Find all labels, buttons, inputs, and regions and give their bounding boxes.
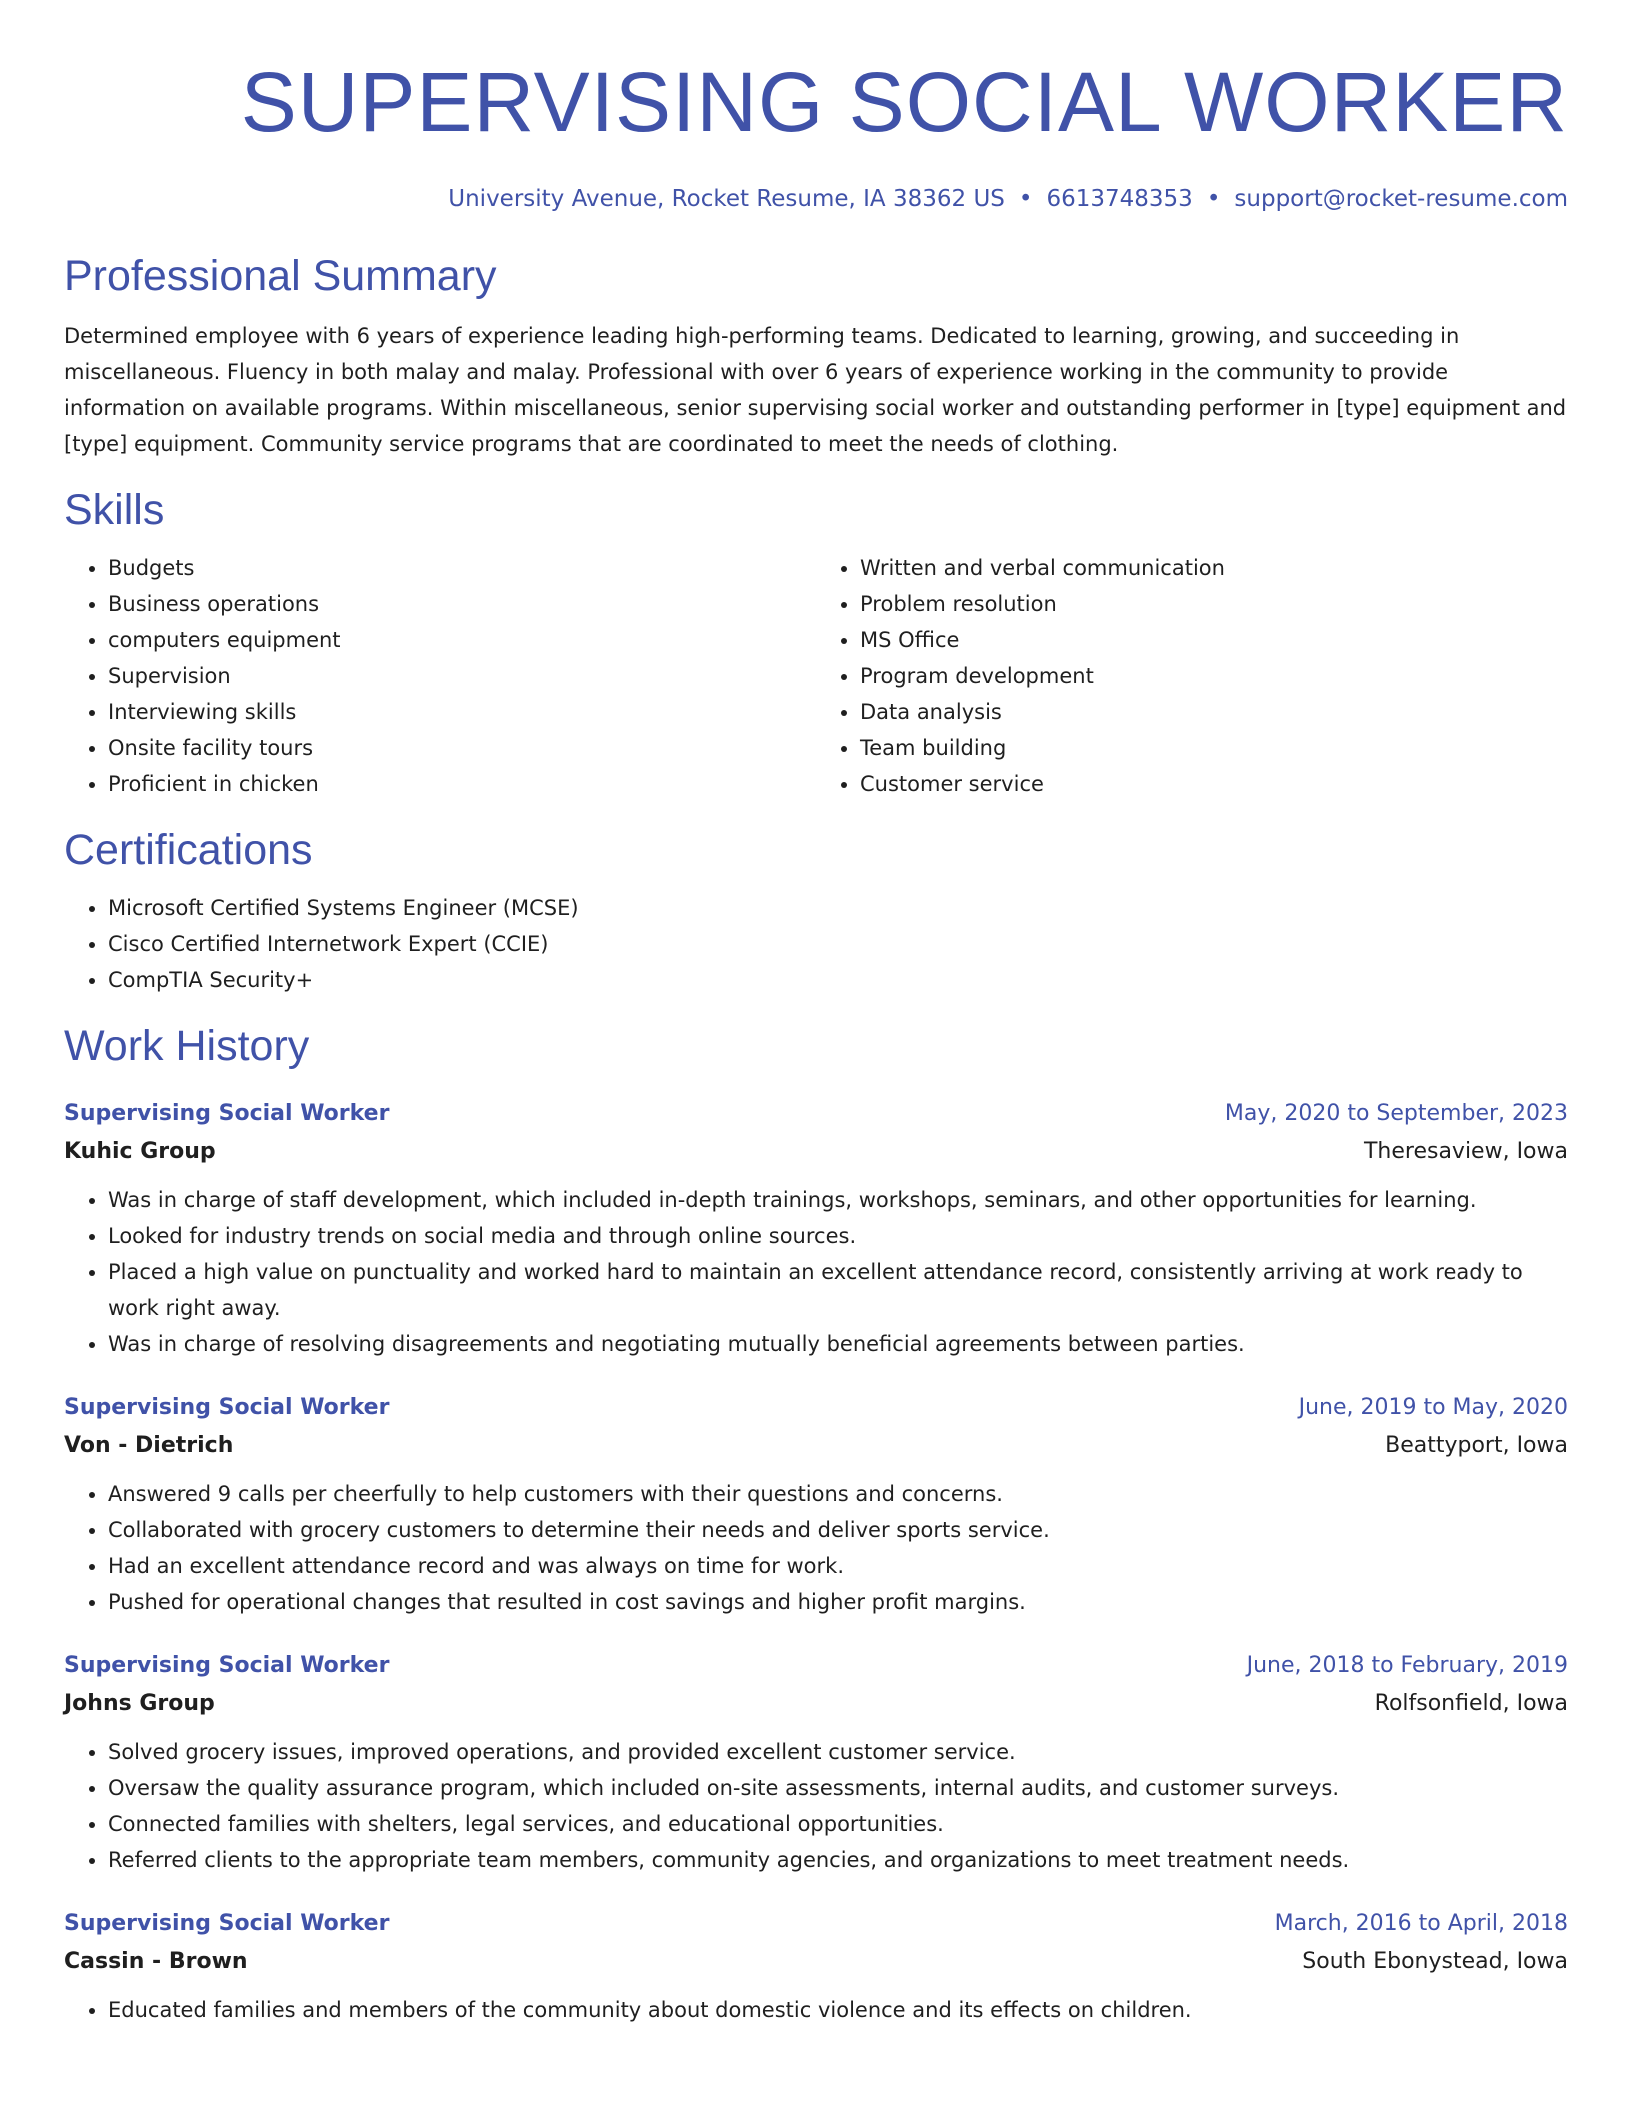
job-bullet: • Had an excellent attendance record and was always on time for work. <box>108 1548 1568 1584</box>
skill-item: • Supervision <box>108 658 816 694</box>
job-bullet: • Collaborated with grocery customers to determine their needs and deliver sports service. <box>108 1512 1568 1548</box>
resume-page <box>64 0 1568 2028</box>
skill-item: • Customer service <box>860 766 1568 802</box>
skills-columns <box>64 550 1568 802</box>
job-location: Beattyport, Iowa <box>1385 1433 1568 1458</box>
skill-item: • Onsite facility tours <box>108 730 816 766</box>
job-bullets <box>64 1476 1568 1620</box>
contact-separator: • <box>1206 186 1221 212</box>
certification-item: • CompTIA Security+ <box>108 962 1568 998</box>
skill-item: • Team building <box>860 730 1568 766</box>
skill-item: • Problem resolution <box>860 586 1568 622</box>
job-dates: June, 2019 to May, 2020 <box>1298 1395 1568 1420</box>
job-company-row <box>64 1684 1568 1724</box>
contact-address: University Avenue, Rocket Resume, IA 38362 US <box>448 186 1005 212</box>
job-company: Johns Group <box>64 1691 215 1716</box>
job-dates: May, 2020 to September, 2023 <box>1224 1101 1568 1126</box>
job-entry <box>64 1390 1568 1620</box>
job-title: Supervising Social Worker <box>64 1395 390 1420</box>
job-bullet: • Was in charge of resolving disagreements and negotiating mutually beneficial agreements between parties. <box>108 1326 1568 1362</box>
contact-email: support@rocket-resume.com <box>1234 186 1568 212</box>
job-header-row <box>64 1096 1568 1132</box>
certifications-list <box>64 890 1568 998</box>
job-bullet: • Solved grocery issues, improved operations, and provided excellent customer service. <box>108 1734 1568 1770</box>
job-dates: March, 2016 to April, 2018 <box>1274 1911 1568 1936</box>
skill-item: • Data analysis <box>860 694 1568 730</box>
job-title: Supervising Social Worker <box>64 1911 390 1936</box>
job-location: Theresaview, Iowa <box>1363 1139 1568 1164</box>
job-company: Cassin - Brown <box>64 1949 248 1974</box>
job-company-row <box>64 1132 1568 1172</box>
skill-item: • Program development <box>860 658 1568 694</box>
work-history-heading: Work History <box>64 1022 310 1070</box>
contact-phone: 6613748353 <box>1046 186 1193 212</box>
skills-heading: Skills <box>64 486 165 534</box>
job-bullet: • Connected families with shelters, legal services, and educational opportunities. <box>108 1806 1568 1842</box>
skill-item: • computers equipment <box>108 622 816 658</box>
job-entry <box>64 1096 1568 1362</box>
job-bullet: • Educated families and members of the community about domestic violence and its effects on children. <box>108 1992 1568 2028</box>
job-header-row <box>64 1648 1568 1684</box>
skills-list-left <box>64 550 816 802</box>
job-title: Supervising Social Worker <box>64 1653 390 1678</box>
job-bullet: • Oversaw the quality assurance program, which included on-site assessments, internal audits, and customer surveys. <box>108 1770 1568 1806</box>
job-dates: June, 2018 to February, 2019 <box>1246 1653 1568 1678</box>
work-history-list <box>64 1096 1568 2028</box>
skill-item: • Proficient in chicken <box>108 766 816 802</box>
skill-item: • Business operations <box>108 586 816 622</box>
certification-item: • Microsoft Certified Systems Engineer (MCSE) <box>108 890 1568 926</box>
summary-heading: Professional Summary <box>64 252 497 300</box>
job-entry <box>64 1648 1568 1878</box>
job-bullet: • Referred clients to the appropriate team members, community agencies, and organizations to meet treatment needs. <box>108 1842 1568 1878</box>
job-company-row <box>64 1942 1568 1982</box>
resume-name: SUPERVISING SOCIAL WORKER <box>240 55 1568 149</box>
job-bullet: • Placed a high value on punctuality and worked hard to maintain an excellent attendance record, consistently arriving at work ready to work right away. <box>108 1254 1568 1326</box>
job-location: Rolfsonfield, Iowa <box>1374 1691 1568 1716</box>
job-company: Von - Dietrich <box>64 1433 234 1458</box>
job-company-row <box>64 1426 1568 1466</box>
job-bullet: • Pushed for operational changes that resulted in cost savings and higher profit margins. <box>108 1584 1568 1620</box>
job-location: South Ebonystead, Iowa <box>1302 1949 1568 1974</box>
job-bullet: • Looked for industry trends on social media and through online sources. <box>108 1218 1568 1254</box>
job-company: Kuhic Group <box>64 1139 216 1164</box>
skills-list-right <box>816 550 1568 802</box>
job-bullet: • Was in charge of staff development, which included in-depth trainings, workshops, seminars, and other opportunities for learning. <box>108 1182 1568 1218</box>
skill-item: • MS Office <box>860 622 1568 658</box>
certification-item: • Cisco Certified Internetwork Expert (CCIE) <box>108 926 1568 962</box>
job-bullets <box>64 1992 1568 2028</box>
skill-item: • Interviewing skills <box>108 694 816 730</box>
job-header-row <box>64 1390 1568 1426</box>
summary-text: Determined employee with 6 years of experience leading high-performing teams. Dedicated to learning, growing, and succeeding in miscellaneous. Fluency in both malay and malay. Professional with over 6 years of experience working in the community to provide information on available programs. Within miscellaneous, senior supervising social worker and outstanding performer in [type] equipment and [type] equipment. Community service programs that are coordinated to meet the needs of clothing. <box>64 324 1567 456</box>
job-bullet: • Answered 9 calls per cheerfully to help customers with their questions and concerns. <box>108 1476 1568 1512</box>
contact-separator: • <box>1018 186 1033 212</box>
skill-item: • Written and verbal communication <box>860 550 1568 586</box>
job-entry <box>64 1906 1568 2028</box>
job-title: Supervising Social Worker <box>64 1101 390 1126</box>
job-bullets <box>64 1182 1568 1362</box>
job-bullets <box>64 1734 1568 1878</box>
job-header-row <box>64 1906 1568 1942</box>
skill-item: • Budgets <box>108 550 816 586</box>
certifications-heading: Certifications <box>64 826 313 874</box>
contact-line <box>64 184 1568 214</box>
